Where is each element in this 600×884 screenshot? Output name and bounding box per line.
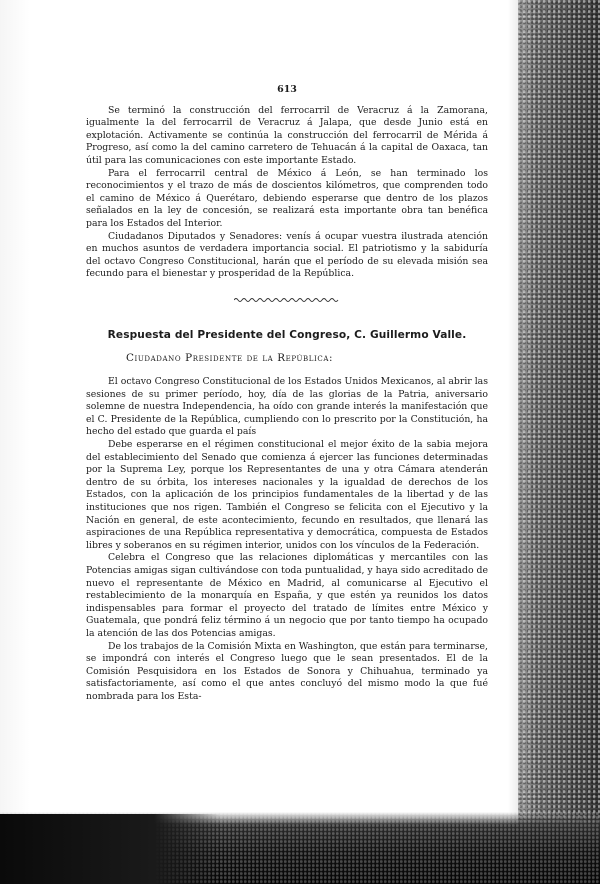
page-number: 613 (277, 84, 297, 95)
message-paragraph: Para el ferrocarril central de México á León, se han terminado los reconocimientos y el trazo de más de doscientos kilómetros, que comprenden todo el camino de México á Querétaro, debiendo esperarse que dentro de los plazos señalados en la ley de concesión, se realizará esta importante obra tan benéfica para los Estados del Interior. (86, 167, 488, 229)
reply-title: Respuesta del Presidente del Congreso, C. Guillermo Valle. (107, 328, 467, 341)
reply-paragraph: El octavo Congreso Constitucional de los Estados Unidos Mexicanos, al abrir las sesiones de su primer período, hoy, día de las glorias de la Patria, aniversario solemne de nuestra Independencia, ha oído con grande interés la manifestación que el C. Presidente de la República, cumpliendo con lo prescrito por la Constitución, ha hecho del estado que guarda el país (86, 376, 488, 438)
scan-left-edge (0, 0, 30, 884)
reply-paragraph: Celebra el Congreso que las relaciones diplomáticas y mercantiles con las Potencias amigas sigan cultivándose con toda puntualidad, y haya sido acreditado de nuevo el representante de México en Madrid, al comunicarse al Ejecutivo el restablecimiento de la monarquía en España, y que estén ya reunidos los datos indispensables para formar el proyecto del tratado de límites entre México y Guatemala, que pondrá feliz término á un negocio que por tanto tiempo ha ocupado la atención de las dos Potencias amigas. (86, 552, 488, 639)
ornamental-divider (234, 297, 340, 303)
document-page (86, 84, 488, 704)
reply-paragraph: Debe esperarse en el régimen constitucional el mejor éxito de la sabia mejora del establecimiento del Senado que comienza á ejercer las funciones determinadas por la Suprema Ley, porque los Representantes de una y otra Cámara atenderán dentro de su órbita, los intereses nacionales y la igualdad de derechos de los Estados, con la aplicación de los principios fundamentales de la libertad y de las instituciones que nos rigen. También el Congreso se felicita con el Ejecutivo y la Nación en general, de este acontecimiento, fecundo en resultados, que llenará las aspiraciones de una República representativa y democrática, compuesta de Estados libres y soberanos en su régimen interior, unidos con los vínculos de la Federación. (86, 439, 488, 551)
message-paragraph: Ciudadanos Diputados y Senadores: venís á ocupar vuestra ilustrada atención en muchos asuntos de verdadera importancia social. El patriotismo y la sabiduría del octavo Congreso Constitucional, harán que el período de su elevada misión sea fecundo para el bienestar y prosperidad de la República. (86, 230, 488, 280)
message-paragraph: Se terminó la construcción del ferrocarril de Veracruz á la Zamorana, igualmente la del ferrocarril de Veracruz á Jalapa, que desde Junio está en explotación. Activamente se continúa la construcción del ferrocarril de Mérida á Progreso, así como la del camino carretero de Tehuacán á la capital de Oaxaca, tan útil para las comunicaciones con este importante Estado. (86, 104, 488, 166)
salutation: Ciudadano Presidente de la República: (126, 351, 334, 364)
scan-right-shade (508, 0, 600, 884)
wavy-rule-icon (234, 297, 340, 303)
scan-bottom-left-shadow (0, 814, 220, 884)
reply-paragraph: De los trabajos de la Comisión Mixta en Washington, que están para terminarse, se impondrá con interés el Congreso luego que le sean presentados. El de la Comisión Pesquisidora en los Estados de Sonora y Chihuahua, terminado ya satisfactoriamente, así como el que antes concluyó del mismo modo la que fué nombrada para los Esta- (86, 640, 488, 702)
